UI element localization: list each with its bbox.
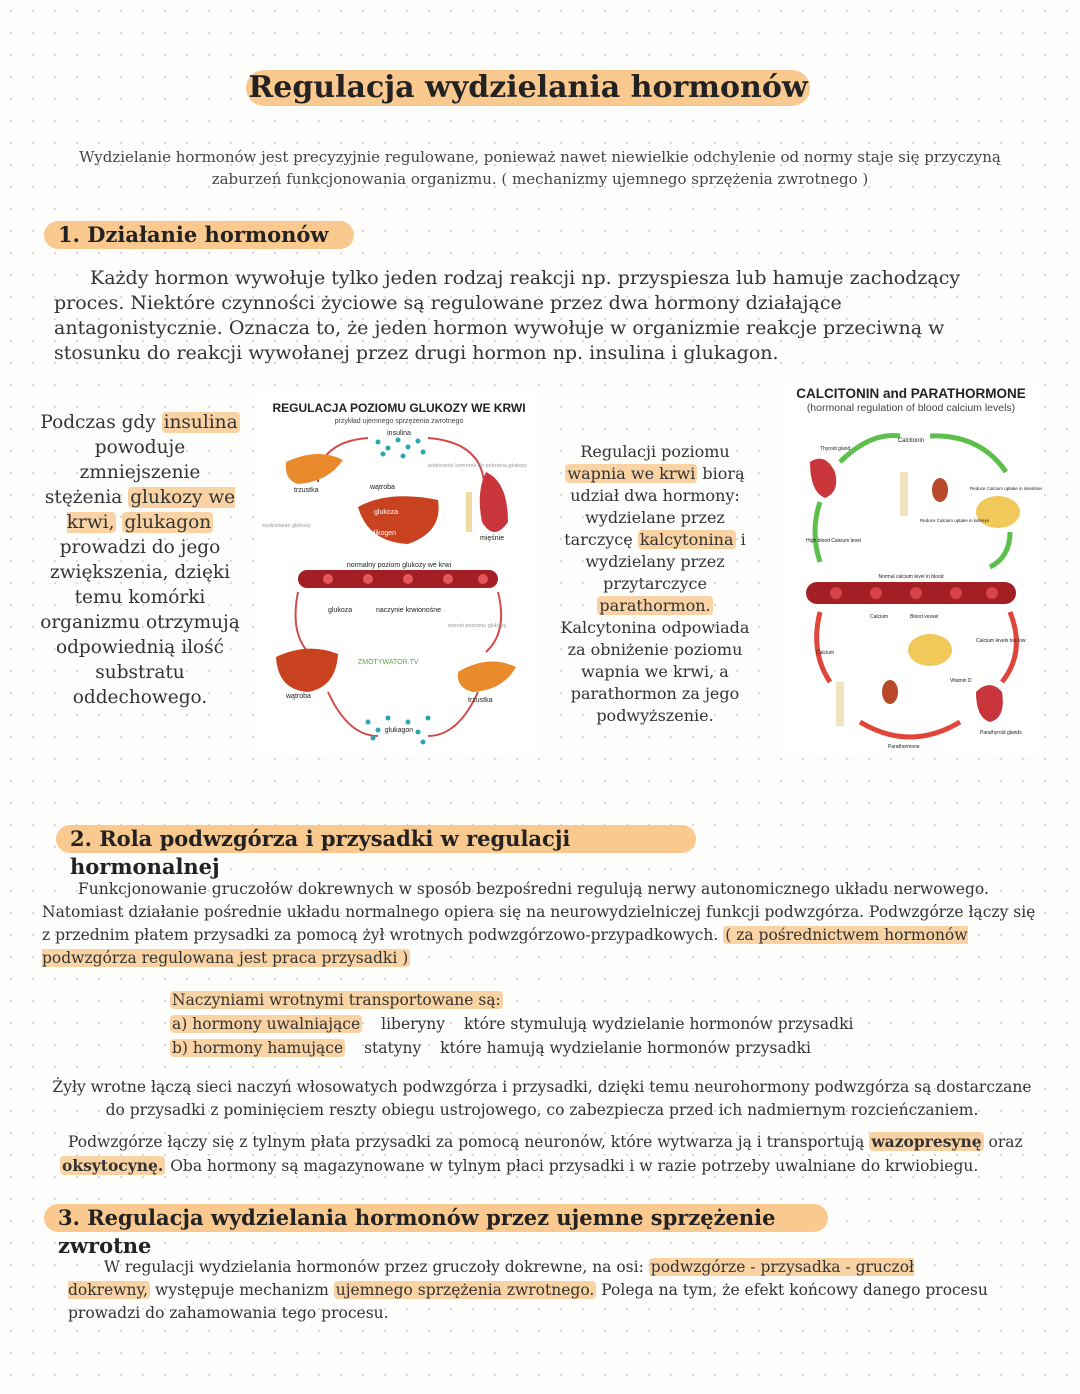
note-2: wydzielanie glukozy: [262, 523, 311, 529]
pancreas-bottom-label: trzustka: [468, 697, 493, 704]
arrow-red-1: [817, 612, 830, 682]
kidney-bottom: [882, 680, 898, 704]
glucose-diagram-subtitle: przykład ujemnego sprzężenia zwrotnego: [334, 418, 464, 425]
section-3-heading: 3. Regulacja wydzielania hormonów przez ujemne sprzężenie zwrotne: [44, 1204, 828, 1232]
vitamin-d-label: Vitamin D: [950, 678, 972, 684]
arrow-green-4: [990, 532, 1010, 567]
pancreas-top: [286, 454, 343, 484]
arrow-green-3: [815, 502, 820, 562]
note-1: pobieranie komórek do pobrania glukozy: [428, 463, 528, 469]
intestine-label: Reduce Calcium uptake in intestines: [970, 486, 1042, 491]
glucagon-label: glukagon: [384, 727, 414, 734]
ca-label: Calcium: [816, 650, 835, 656]
thyroid-shape: [810, 459, 836, 498]
brand-label: ZMOTYWATOR.TV: [358, 659, 419, 666]
glucose-regulation-diagram: [258, 392, 540, 756]
section-2-paragraph-3: Podwzgórze łączy się z tylnym płata przysadki za pomocą neuronów, które wytwarza ją i transportują wazopresynę oraz oksytocynę. Oba hormony są magazynowane w tylnym płaci przysadki i w razie potrzeby uwalniane do krwiobiegu.: [62, 1132, 1023, 1175]
low-calcium-label: Calcium levels too low: [976, 638, 1026, 644]
calcium-label: Calcium: [870, 614, 889, 620]
intestine-bottom: [908, 634, 952, 666]
parathyroid-label: Parathyroid glands: [980, 730, 1022, 736]
parathyroid-shape: [976, 685, 1003, 722]
section-2-paragraph-1: Funkcjonowanie gruczołów dokrewnych w sposób bezpośredni regulują nerwy autonomicznego układu nerwowego. Natomiast działanie pośrednie układu normalnego opiera się na neurowydzielniczej funkcji podwzgórza. Podwzgórze łączy się z przednim płatem przysadki za pomocą żył wrotnych podwzgórzowo-przypadkowych. ( za pośrednictwem hormonów podwzgórza regulowana jest praca przysadki ): [42, 880, 1036, 967]
arrow-red-3: [860, 722, 960, 737]
thyroid-label: Thyroid gland: [820, 446, 851, 452]
kidney-top: [932, 478, 948, 502]
section-1-paragraph: Każdy hormon wywołuje tylko jeden rodzaj reakcji np. przyspiesza lub hamuje zachodzący proces. Niektóre czynności życiowe są regulowane przez dwa hormony działające antagonistycznie. Oznacza to, że jeden hormon wywołuje w organizmie reakcje przeciwną w stosunku do reakcji wywołanej przez drugi hormon np. insulina i glukagon.: [54, 267, 961, 364]
section-2-heading: 2. Rola podwzgórza i przysadki w regulacji hormonalnej: [56, 825, 696, 853]
glycogen-label: glikogen: [370, 530, 397, 537]
intro-paragraph: Wydzielanie hormonów jest precyzyjnie regulowane, ponieważ nawet niewielkie odchylenie od normy staje się przyczyną zaburzeń funkcjonowania organizmu. ( mechanizmy ujemnego sprzężenia zwrotnego ): [79, 148, 1001, 188]
pth-label: Parathormone: [888, 744, 920, 750]
pancreas-bottom: [458, 662, 516, 692]
normal-calcium-label: Normal calcium level in blood: [878, 574, 944, 580]
bone-shape: [466, 492, 472, 532]
arrow-5: [328, 692, 378, 736]
insulin-glucagon-text: Podczas gdy insulina powoduje zmniejszenie stężenia glukozy we krwi, glukagon prowadzi do jego zwiększenia, dzięki temu komórki organizmu otrzymują odpowiednią ilość substratu oddechowego.: [40, 412, 240, 708]
liver-bottom: [276, 649, 338, 692]
calcium-diagram-title: CALCITONIN and PARATHORMONE: [796, 386, 1026, 401]
portal-list: Naczyniami wrotnymi transportowane są: a) hormony uwalniające liberyny które stymulują wydzielanie hormonów przysadki b) hormony hamujące statyny które hamują wydzielanie hormonów przysadki: [172, 991, 854, 1057]
arrow-2: [428, 438, 484, 482]
vessel-label: naczynie krwionośne: [376, 607, 441, 614]
liver-top-label: wątroba: [370, 484, 395, 491]
pancreas-top-label: trzustka: [294, 487, 319, 494]
intestine-top: [976, 496, 1020, 528]
arrow-green-2: [930, 436, 1006, 472]
insulin-dots: [376, 438, 426, 459]
arrow-4: [486, 592, 501, 652]
section-1-heading: 1. Działanie hormonów: [44, 221, 354, 249]
glycogen-glucose-label: glukoza: [374, 509, 399, 516]
section-3-paragraph: W regulacji wydzielania hormonów przez gruczoły dokrewne, na osi: podwzgórze - przysadka - gruczoł dokrewny, występuje mechanizm ujemnego sprzężenia zwrotnego. Polega na tym, że efekt końcowy danego procesu prowadzi do zahamowania tego procesu.: [68, 1258, 988, 1322]
liver-bottom-label: wątroba: [286, 693, 311, 700]
page-title: Regulacja wydzielania hormonów: [246, 70, 810, 106]
bone-top: [900, 472, 908, 516]
calcium-diagram-subtitle: (hormonal regulation of blood calcium levels): [806, 402, 1016, 414]
muscle-shape: [480, 472, 508, 532]
insulin-label: insulina: [387, 430, 411, 437]
glucose-label: glukoza: [328, 607, 353, 614]
note-3: wzrost poziomu glukozy: [448, 623, 507, 629]
normal-level-label: normalny poziom glukozy we krwi: [346, 562, 452, 569]
high-calcium-label: High blood Calcium level: [806, 538, 862, 544]
kidney-label: Reduce Calcium uptake in kidneys: [920, 518, 990, 523]
calcitonin-label: Calcitonin: [897, 438, 925, 444]
section-2-paragraph-2: Żyły wrotne łączą sieci naczyń włosowatych podwzgórza i przysadki, dzięki temu neurohormony podwzgórza są dostarczane do przysadki z pominięciem reszty obiegu ustrojowego, co zabezpiecza przed ich nadmiernym rozcieńczaniem.: [52, 1078, 1032, 1119]
arrow-3: [296, 592, 308, 652]
muscles-label: mięśnie: [480, 535, 505, 542]
arrow-red-2: [1002, 612, 1016, 682]
calcium-regulation-diagram: [780, 382, 1042, 756]
blood-vessel-label: Blood vessel: [910, 614, 939, 620]
glucose-diagram-title: REGULACJA POZIOMU GLUKOZY WE KRWI: [272, 401, 526, 415]
calcium-regulation-text: Regulacji poziomu wapnia we krwi biorą udział dwa hormony: wydzielane przez tarczycę kalcytonina i wydzielany przez przytarczyce parathormon. Kalcytonina odpowiada za obniżenie poziomu wapnia we krwi, a parathormon za jego podwyższenie.: [560, 442, 750, 725]
bone-bottom: [836, 682, 844, 726]
